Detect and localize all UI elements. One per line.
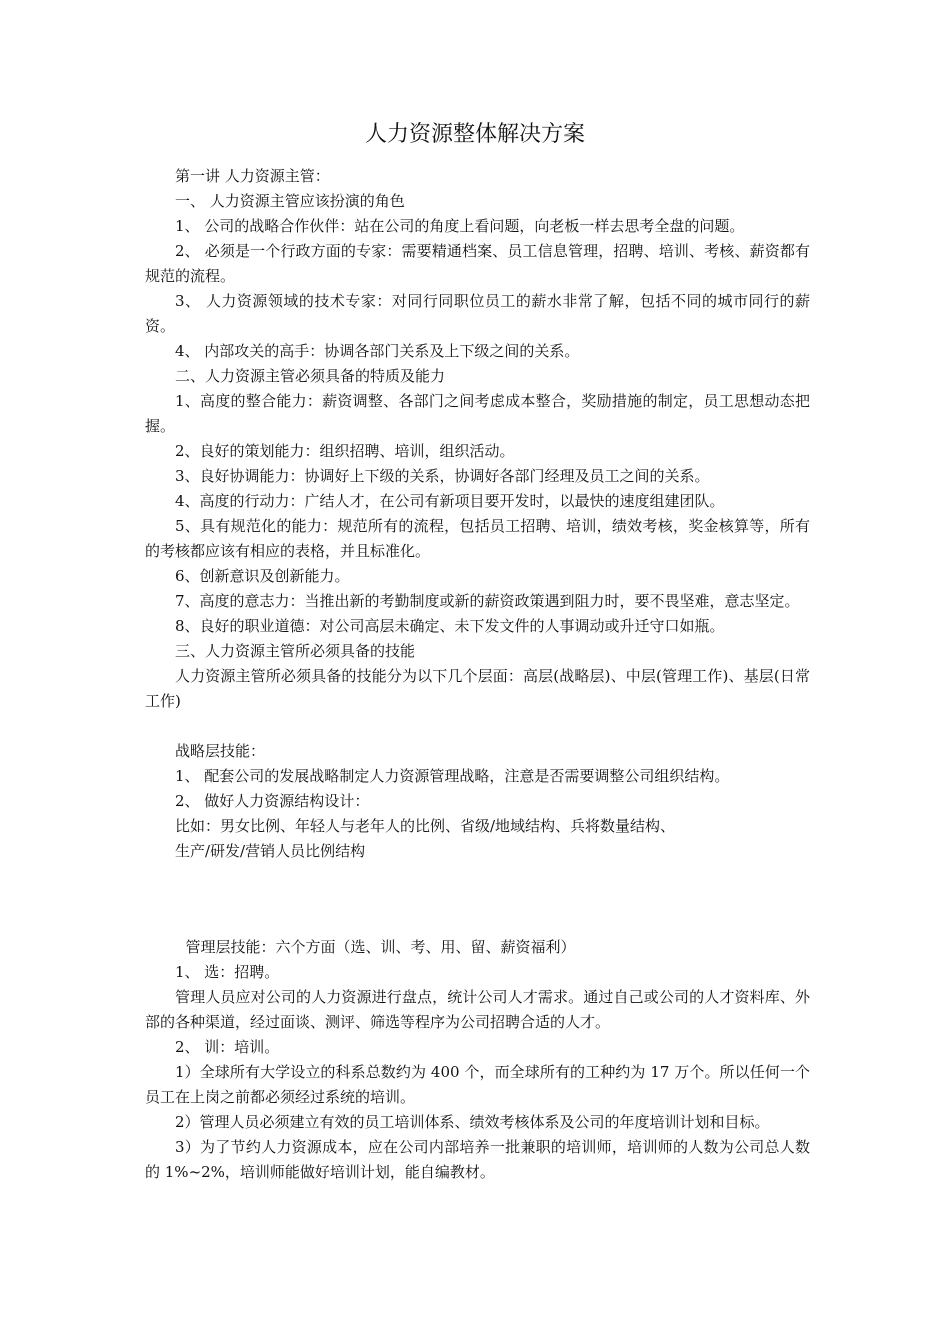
- subsection-heading: 战略层技能：: [175, 742, 266, 760]
- paragraph: 6、创新意识及创新能力。: [175, 567, 350, 585]
- blank-line: [145, 864, 810, 935]
- paragraph: 4、 内部攻关的高手：协调各部门关系及上下级之间的关系。: [175, 342, 580, 360]
- section-heading-3: 三、人力资源主管所必须具备的技能: [175, 642, 416, 660]
- lecture-heading: 第一讲 人力资源主管：: [175, 167, 330, 185]
- document-body: [145, 164, 810, 1185]
- paragraph: 2、 必须是一个行政方面的专家：需要精通档案、员工信息管理，招聘、培训、考核、薪资都有规范的流程。: [145, 242, 810, 285]
- document-title: 人力资源整体解决方案: [364, 122, 585, 147]
- paragraph: 1、 配套公司的发展战略制定人力资源管理战略，注意是否需要调整公司组织结构。: [175, 767, 730, 785]
- paragraph: 1、 选：招聘。: [175, 963, 280, 981]
- paragraph: 3、 人力资源领域的技术专家：对同行同职位员工的薪水非常了解，包括不同的城市同行的薪资。: [145, 292, 810, 335]
- paragraph: 比如：男女比例、年轻人与老年人的比例、省级/地域结构、兵将数量结构、: [175, 817, 676, 835]
- paragraph: 5、具有规范化的能力：规范所有的流程，包括员工招聘、培训，绩效考核，奖金核算等，所有的考核都应该有相应的表格，并且标准化。: [145, 517, 810, 560]
- paragraph: 2）管理人员必须建立有效的员工培训体系、绩效考核体系及公司的年度培训计划和目标。: [175, 1113, 770, 1131]
- paragraph: 生产/研发/营销人员比例结构: [175, 842, 366, 860]
- section-heading-2: 二、人力资源主管必须具备的特质及能力: [175, 367, 446, 385]
- subsection-heading: 管理层技能：六个方面（选、训、考、用、留、薪资福利）: [185, 938, 576, 956]
- paragraph: 3）为了节约人力资源成本，应在公司内部培养一批兼职的培训师，培训师的人数为公司总人数的 1%~2%，培训师能做好培训计划，能自编教材。: [145, 1138, 810, 1181]
- paragraph: 1）全球所有大学设立的科系总数约为 400 个，而全球所有的工种约为 17 万个。所以任何一个员工在上岗之前都必须经过系统的培训。: [145, 1063, 810, 1106]
- paragraph: 8、良好的职业道德：对公司高层未确定、未下发文件的人事调动或升迁守口如瓶。: [175, 617, 725, 635]
- paragraph: 人力资源主管所必须具备的技能分为以下几个层面：高层(战略层)、中层(管理工作)、基层(日常工作): [145, 667, 810, 710]
- paragraph: 7、高度的意志力：当推出新的考勤制度或新的薪资政策遇到阻力时，要不畏坚难，意志坚定。: [175, 592, 800, 610]
- paragraph: 2、 做好人力资源结构设计：: [175, 792, 370, 810]
- paragraph: 2、良好的策划能力：组织招聘、培训，组织活动。: [175, 442, 515, 460]
- paragraph: 3、良好协调能力：协调好上下级的关系，协调好各部门经理及员工之间的关系。: [175, 467, 710, 485]
- section-heading-1: 一、 人力资源主管应该扮演的角色: [175, 192, 405, 210]
- blank-line: [145, 714, 810, 739]
- paragraph: 1、 公司的战略合作伙伴：站在公司的角度上看问题，向老板一样去思考全盘的问题。: [175, 217, 745, 235]
- paragraph: 2、 训：培训。: [175, 1038, 280, 1056]
- paragraph: 4、高度的行动力：广结人才，在公司有新项目要开发时，以最快的速度组建团队。: [175, 492, 725, 510]
- paragraph: 管理人员应对公司的人力资源进行盘点，统计公司人才需求。通过自己或公司的人才资料库、外部的各种渠道，经过面谈、测评、筛选等程序为公司招聘合适的人才。: [145, 988, 810, 1031]
- paragraph: 1、高度的整合能力：薪资调整、各部门之间考虑成本整合，奖励措施的制定，员工思想动态把握。: [145, 392, 810, 435]
